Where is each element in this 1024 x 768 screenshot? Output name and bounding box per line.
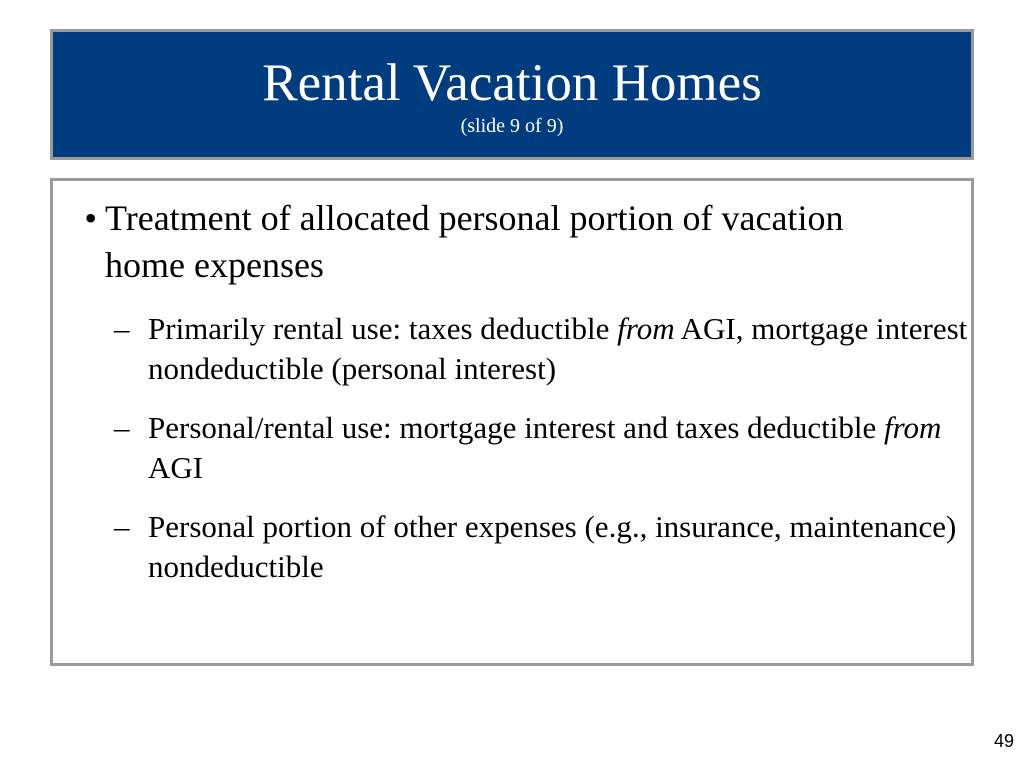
sub-bullet-text: Personal/rental use: mortgage interest and taxes deductible (148, 410, 885, 445)
sub-bullet-other-expenses (114, 507, 968, 587)
sub-bullet-personal-rental (114, 408, 968, 488)
bullet-marker: • (84, 198, 97, 238)
sub-bullet-text: AGI, mortgage interest nondeductible (personal interest) (148, 311, 968, 386)
slide-subtitle: (slide 9 of 9) (460, 115, 564, 137)
sub-bullet-primarily-rental (114, 309, 968, 389)
page-number: 49 (993, 731, 1014, 751)
sub-bullet-text: Primarily rental use: taxes deductible (148, 311, 618, 346)
sub-bullet-list (114, 309, 968, 606)
main-bullet-text: Treatment of allocated personal portion of vacation home expenses (105, 198, 844, 285)
title-banner (50, 29, 974, 160)
dash-marker: – (114, 509, 130, 544)
dash-marker: – (114, 410, 130, 445)
content-box (50, 178, 974, 666)
sub-bullet-text: Personal portion of other expenses (e.g., insurance, maintenance) nondeductible (148, 509, 957, 584)
slide-title: Rental Vacation Homes (262, 54, 762, 112)
sub-bullet-emphasis: from (617, 311, 675, 346)
main-bullet (84, 195, 925, 289)
sub-bullet-text: AGI (148, 450, 204, 485)
sub-bullet-emphasis: from (884, 410, 942, 445)
dash-marker: – (114, 311, 130, 346)
